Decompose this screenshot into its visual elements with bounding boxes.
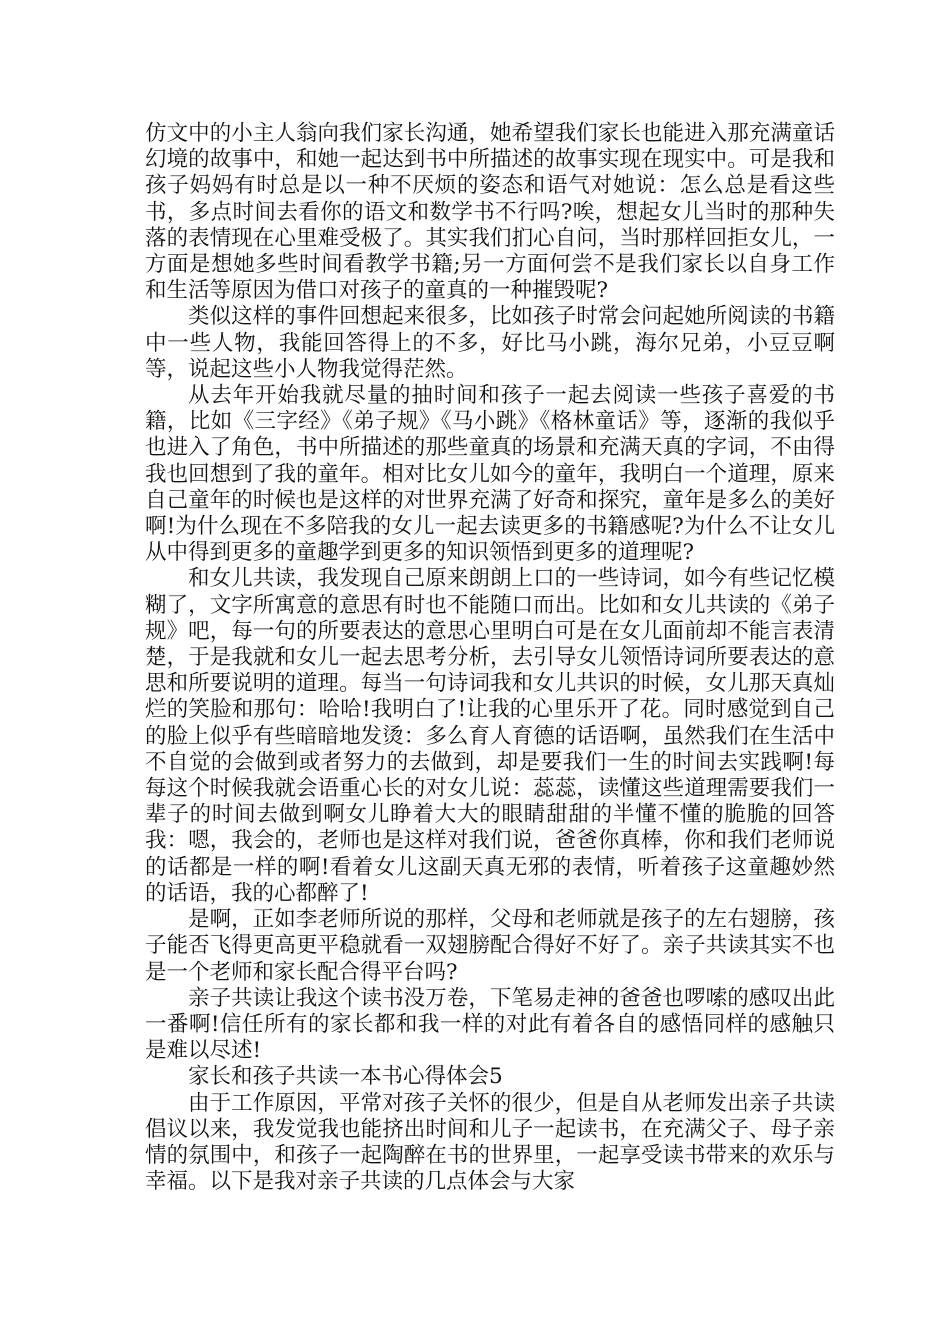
paragraph: 和女儿共读，我发现自己原来朗朗上口的一些诗词，如今有些记忆模糊了，文字所寓意的意思有时也不能随口而出。比如和女儿共读的《弟子规》吧，每一句的所要表达的意思心里明白可是在女儿面前却不能言表清楚，于是我就和女儿一起去思考分析，去引导女儿领悟诗词所要表达的意思和所要说明的道理。每当一句诗词我和女儿共识的时候，女儿那天真灿烂的笑脸和那句：哈哈!我明白了!让我的心里乐开了花。同时感觉到自己的脸上似乎有些暗暗地发烫：多么育人育德的话语啊，虽然我们在生活中不自觉的会做到或者努力的去做到，却是要我们一生的时间去实践啊!每每这个时候我就会语重心长的对女儿说：蕊蕊，读懂这些道理需要我们一辈子的时间去做到啊女儿睁着大大的眼睛甜甜的半懂不懂的脆脆的回答我：嗯，我会的，老师也是这样对我们说，爸爸你真棒，你和我们老师说的话都是一样的啊!看着女儿这副天真无邪的表情，听着孩子这童趣妙然的话语，我的心都醉了! [145,566,835,906]
paragraph: 是啊，正如李老师所说的那样，父母和老师就是孩子的左右翅膀，孩子能否飞得更高更平稳就看一双翅膀配合得好不好了。亲子共读其实不也是一个老师和家长配合得平台吗? [145,907,835,985]
paragraph-continued: 仿文中的小主人翁向我们家长沟通，她希望我们家长也能进入那充满童话幻境的故事中，和她一起达到书中所描述的故事实现在现实中。可是我和孩子妈妈有时总是以一种不厌烦的姿态和语气对她说：怎么总是看这些书，多点时间去看你的语文和数学书不行吗?唉，想起女儿当时的那种失落的表情现在心里难受极了。其实我们扪心自问，当时那样回拒女儿，一方面是想她多些时间看教学书籍;另一方面何尝不是我们家长以自身工作和生活等原因为借口对孩子的童真的一种摧毁呢? [145,121,835,304]
paragraph: 类似这样的事件回想起来很多，比如孩子时常会问起她所阅读的书籍中一些人物，我能回答得上的不多，好比马小跳，海尔兄弟，小豆豆啊等，说起这些小人物我觉得茫然。 [145,304,835,382]
section-heading: 家长和孩子共读一本书心得体会5 [188,1064,503,1090]
document-body [145,121,835,1195]
paragraph: 亲子共读让我这个读书没万卷，下笔易走神的爸爸也啰嗦的感叹出此一番啊!信任所有的家长都和我一样的对此有着各自的感悟同样的感触只是难以尽述! [145,985,835,1064]
paragraph: 从去年开始我就尽量的抽时间和孩子一起去阅读一些孩子喜爱的书籍，比如《三字经》《弟子规》《马小跳》《格林童话》等，逐渐的我似乎也进入了角色，书中所描述的那些童真的场景和充满天真的字词，不由得我也回想到了我的童年。相对比女儿如今的童年，我明白一个道理，原来自己童年的时候也是这样的对世界充满了好奇和探究，童年是多么的美好啊!为什么现在不多陪我的女儿一起去读更多的书籍感呢?为什么不让女儿从中得到更多的童趣学到更多的知识领悟到更多的道理呢? [145,383,835,566]
paragraph: 由于工作原因，平常对孩子关怀的很少，但是自从老师发出亲子共读倡议以来，我发觉我也能挤出时间和儿子一起读书，在充满父子、母子亲情的氛围中，和孩子一起陶醉在书的世界里，一起享受读书带来的欢乐与幸福。以下是我对亲子共读的几点体会与大家 [145,1090,835,1195]
